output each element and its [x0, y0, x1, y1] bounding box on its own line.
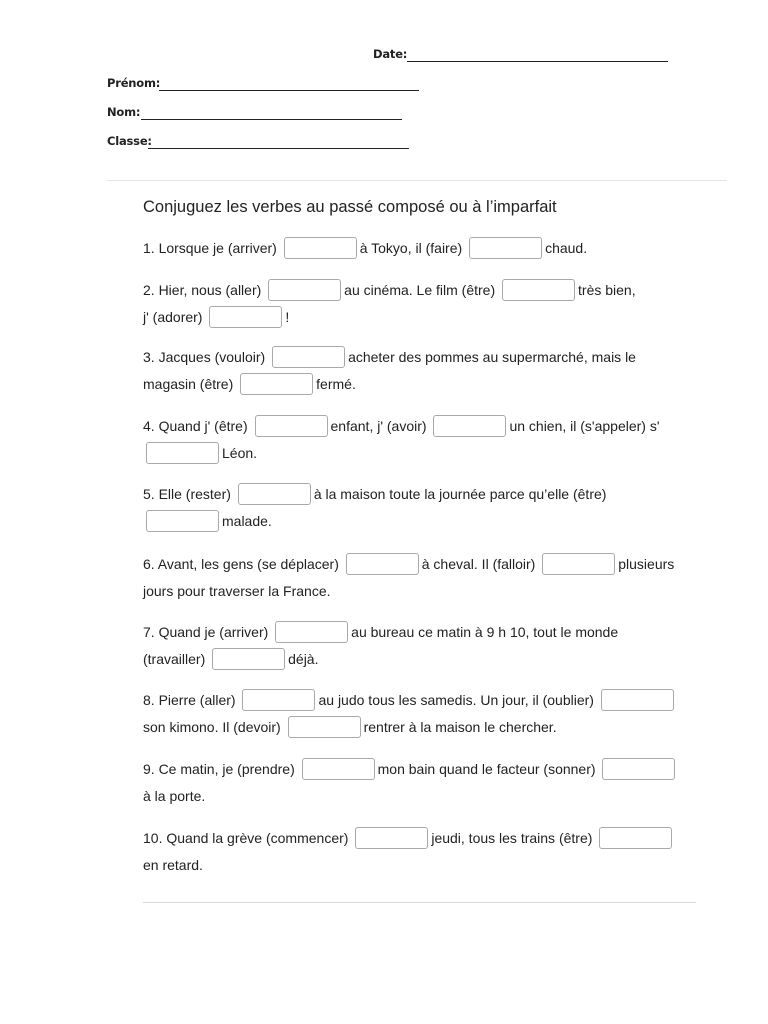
question-text: plusieurs [618, 556, 675, 572]
question-text: Léon. [222, 445, 258, 461]
answer-input[interactable] [599, 827, 672, 849]
question-10 [143, 825, 703, 879]
top-separator [107, 180, 727, 181]
question-7 [143, 619, 703, 673]
question-5 [143, 481, 703, 535]
classe-label: Classe: [107, 134, 152, 148]
question-text: 1. Lorsque je (arriver) [143, 240, 277, 256]
question-text: au bureau ce matin à 9 h 10, tout le monde [351, 624, 619, 640]
bottom-separator [143, 902, 696, 903]
question-text: jeudi, tous les trains (être) [431, 830, 593, 846]
answer-input[interactable] [212, 648, 285, 670]
question-9 [143, 756, 703, 810]
nom-line[interactable] [141, 119, 402, 120]
answer-input[interactable] [469, 237, 542, 259]
question-text: à Tokyo, il (faire) [359, 240, 463, 256]
prenom-label: Prénom: [107, 76, 161, 90]
answer-input[interactable] [302, 758, 375, 780]
answer-input[interactable] [146, 442, 219, 464]
classe-line[interactable] [148, 148, 409, 149]
answer-input[interactable] [275, 621, 348, 643]
question-text: j' (adorer) [143, 309, 203, 325]
question-text: son kimono. Il (devoir) [143, 719, 281, 735]
question-6 [143, 551, 703, 605]
question-text: enfant, j' (avoir) [330, 418, 427, 434]
question-text: mon bain quand le facteur (sonner) [377, 761, 596, 777]
answer-input[interactable] [542, 553, 615, 575]
prenom-line[interactable] [159, 90, 419, 91]
question-text: très bien, [578, 282, 636, 298]
exercise-title: Conjuguez les verbes au passé composé ou à l’imparfait [143, 198, 557, 216]
question-text: ! [285, 309, 290, 325]
answer-input[interactable] [272, 346, 345, 368]
answer-input[interactable] [355, 827, 428, 849]
date-line[interactable] [407, 61, 668, 62]
question-text: jours pour traverser la France. [143, 583, 331, 599]
question-text: 6. Avant, les gens (se déplacer) [143, 556, 339, 572]
question-text: 2. Hier, nous (aller) [143, 282, 262, 298]
answer-input[interactable] [602, 758, 675, 780]
question-text: au cinéma. Le film (être) [344, 282, 496, 298]
answer-input[interactable] [346, 553, 419, 575]
question-text: à la maison toute la journée parce qu’elle (être) [313, 486, 607, 502]
answer-input[interactable] [146, 510, 219, 532]
answer-input[interactable] [433, 415, 506, 437]
question-3 [143, 344, 703, 398]
question-text: 5. Elle (rester) [143, 486, 231, 502]
answer-input[interactable] [238, 483, 311, 505]
answer-input[interactable] [502, 279, 575, 301]
question-text: en retard. [143, 857, 203, 873]
question-text: magasin (être) [143, 376, 234, 392]
question-text: 8. Pierre (aller) [143, 692, 236, 708]
question-text: (travailler) [143, 651, 206, 667]
answer-input[interactable] [284, 237, 357, 259]
question-text: 9. Ce matin, je (prendre) [143, 761, 295, 777]
question-text: au judo tous les samedis. Un jour, il (oublier) [318, 692, 594, 708]
question-text: rentrer à la maison le chercher. [363, 719, 557, 735]
answer-input[interactable] [288, 716, 361, 738]
date-label: Date: [373, 47, 408, 61]
answer-input[interactable] [255, 415, 328, 437]
answer-input[interactable] [601, 689, 674, 711]
question-text: malade. [222, 513, 272, 529]
answer-input[interactable] [209, 306, 282, 328]
question-text: acheter des pommes au supermarché, mais le [348, 349, 636, 365]
question-text: 10. Quand la grève (commencer) [143, 830, 349, 846]
question-text: 4. Quand j' (être) [143, 418, 248, 434]
question-4 [143, 413, 703, 467]
answer-input[interactable] [240, 373, 313, 395]
question-1 [143, 235, 703, 262]
question-text: à cheval. Il (falloir) [421, 556, 536, 572]
question-text: un chien, il (s'appeler) s' [509, 418, 660, 434]
question-2 [143, 277, 703, 331]
question-text: chaud. [545, 240, 588, 256]
answer-input[interactable] [268, 279, 341, 301]
question-text: 7. Quand je (arriver) [143, 624, 269, 640]
question-text: fermé. [316, 376, 356, 392]
nom-label: Nom: [107, 105, 141, 119]
question-text: déjà. [288, 651, 319, 667]
question-text: à la porte. [143, 788, 206, 804]
question-text: 3. Jacques (vouloir) [143, 349, 266, 365]
question-8 [143, 687, 703, 741]
answer-input[interactable] [242, 689, 315, 711]
